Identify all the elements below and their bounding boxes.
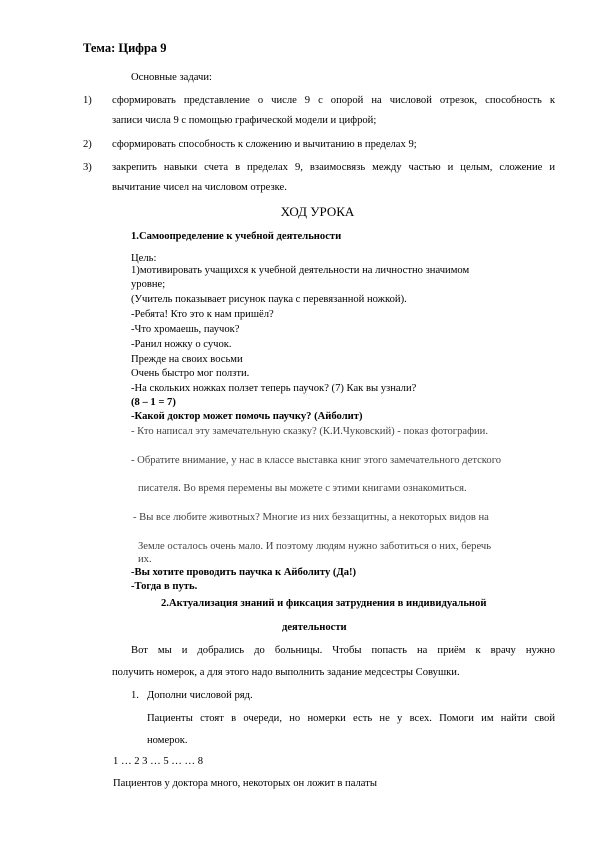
- paragraph-line: Вот мы и добрались до больницы. Чтобы попасть на приём к врачу нужно: [131, 645, 555, 656]
- goal-line: Прежде на своих восьми: [131, 354, 243, 365]
- goal-line: -Ребята! Кто это к нам пришёл?: [131, 309, 274, 320]
- last-line: Пациентов у доктора много, некоторых он ложит в палаты: [113, 778, 377, 789]
- goal-line: -На скольких ножках ползет теперь паучок? (7) Как вы узнали?: [131, 383, 417, 394]
- goal-line: Очень быстро мог ползти.: [131, 368, 250, 379]
- topic-heading: Тема: Цифра 9: [83, 41, 167, 55]
- goal-label: Цель:: [131, 253, 157, 264]
- goal-line: уровне;: [131, 279, 166, 290]
- grey-line: Земле осталось очень мало. И поэтому людям нужно заботиться о них, беречь: [138, 541, 492, 552]
- grey-line: - Кто написал эту замечательную сказку? (К.И.Чуковский) - показ фотографии.: [131, 426, 488, 437]
- section2-title: 2.Актуализация знаний и фиксация затруднения в индивидуальной: [161, 598, 487, 609]
- task-number: 3): [83, 162, 92, 173]
- grey-line: - Вы все любите животных? Многие из них беззащитны, а некоторых видов на: [133, 512, 489, 523]
- grey-line: - Обратите внимание, у нас в классе выставка книг этого замечательного детского: [131, 455, 502, 466]
- after-line: -Вы хотите проводить паучка к Айболиту (Да!): [131, 567, 357, 578]
- goal-line: (8 – 1 = 7): [131, 397, 176, 408]
- task-text: закрепить навыки счета в пределах 9, взаимосвязь между частью и целым, сложение и: [112, 162, 555, 173]
- goal-line: -Что хромаешь, паучок?: [131, 324, 240, 335]
- goal-line: (Учитель показывает рисунок паука с перевязанной ножкой).: [131, 294, 407, 305]
- task-text: записи числа 9 с помощью графической модели и цифрой;: [112, 115, 377, 126]
- goal-line: -Какой доктор может помочь паучку? (Айболит): [131, 411, 363, 422]
- task-text: вычитание чисел на числовом отрезке.: [112, 182, 287, 193]
- task-number: 2): [83, 139, 92, 150]
- task-number: 1): [83, 95, 92, 106]
- paragraph-line: получить номерок, а для этого надо выполнить задание медсестры Совушки.: [112, 667, 460, 678]
- tasks-heading: Основные задачи:: [131, 72, 212, 83]
- number-sequence: 1 … 2 3 … 5 … … 8: [113, 756, 204, 767]
- goal-line: -Ранил ножку о сучок.: [131, 339, 232, 350]
- after-line: -Тогда в путь.: [131, 581, 198, 592]
- task-text: сформировать способность к сложению и вычитанию в пределах 9;: [112, 139, 417, 150]
- item-description: Пациенты стоят в очереди, но номерки есть не у всех. Помоги им найти свой: [147, 713, 555, 724]
- section1-title: 1.Самоопределение к учебной деятельности: [131, 231, 342, 242]
- section2-title: деятельности: [282, 622, 347, 633]
- item-text: Дополни числовой ряд.: [147, 690, 253, 701]
- grey-line: писателя. Во время перемены вы можете с этими книгами ознакомиться.: [138, 483, 467, 494]
- goal-line: 1)мотивировать учащихся к учебной деятельности на личностно значимом: [131, 265, 470, 276]
- lesson-title: ХОД УРОКА: [280, 204, 355, 219]
- grey-line: их.: [138, 554, 152, 565]
- item-description: номерок.: [147, 735, 188, 746]
- item-number: 1.: [131, 690, 139, 701]
- task-text: сформировать представление о числе 9 с опорой на числовой отрезок, способность к: [112, 95, 555, 106]
